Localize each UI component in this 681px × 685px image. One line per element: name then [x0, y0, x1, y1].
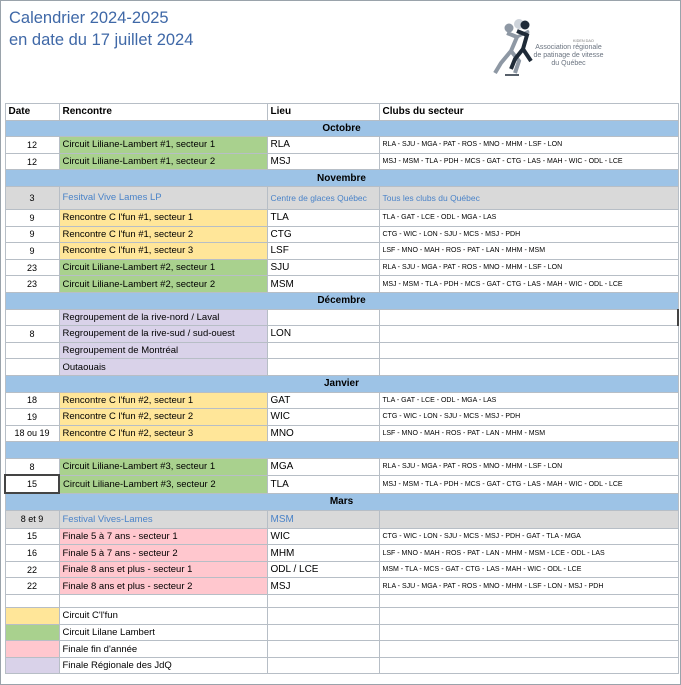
spacer-cell [59, 595, 267, 608]
month-label: Janvier [5, 375, 678, 392]
header-rencontre: Rencontre [59, 104, 267, 121]
row-event: Circuit Liliane-Lambert #3, secteur 1 [59, 458, 267, 475]
row-date: 12 [5, 153, 59, 170]
row-lieu [267, 359, 379, 376]
row-event: Circuit Liliane-Lambert #1, secteur 1 [59, 137, 267, 154]
spacer-row [5, 595, 678, 608]
row-date: 8 [5, 458, 59, 475]
row-clubs: CTG - WIC - LON - SJU - MCS - MSJ - PDH [379, 409, 678, 426]
table-row [5, 137, 678, 154]
row-lieu: MSM [267, 276, 379, 293]
row-lieu: MSJ [267, 578, 379, 595]
row-clubs: MSJ - MSM - TLA - PDH - MCS - GAT - CTG - LAS - MAH - WIC - ODL - LCE [379, 153, 678, 170]
month-row-janvier [5, 375, 678, 392]
row-date: 9 [5, 226, 59, 243]
row-clubs: MSJ - MSM - TLA - PDH - MCS - GAT - CTG - LAS - MAH - WIC - ODL - LCE [379, 475, 678, 493]
legend-row [5, 624, 678, 641]
legend-label-regionale: Finale Régionale des JdQ [59, 657, 267, 674]
row-event: Regroupement de Montréal [59, 342, 267, 359]
row-event: Outaouais [59, 359, 267, 376]
row-event: Fesitval Vive Lames LP [59, 186, 267, 209]
table-row [5, 392, 678, 409]
logo-line-3: du Québec [551, 60, 586, 67]
legend-swatch-finale [5, 641, 59, 658]
legend-empty [267, 657, 379, 674]
row-clubs: CTG - WIC - LON - SJU - MCS - MSJ - PDH - GAT - TLA - MGA [379, 528, 678, 545]
row-clubs [379, 510, 678, 528]
table-row [5, 578, 678, 595]
row-lieu: MSM [267, 510, 379, 528]
row-lieu: WIC [267, 409, 379, 426]
table-row [5, 276, 678, 293]
row-lieu: MSJ [267, 153, 379, 170]
month-label: Octobre [5, 120, 678, 137]
table-row [5, 243, 678, 260]
row-event: Circuit Liliane-Lambert #3, secteur 2 [59, 475, 267, 493]
month-row-decembre [5, 292, 678, 309]
row-date: 23 [5, 276, 59, 293]
header [1, 1, 680, 101]
legend-empty [379, 641, 678, 658]
row-clubs [379, 309, 678, 326]
header-lieu: Lieu [267, 104, 379, 121]
month-row-novembre [5, 170, 678, 187]
row-date: 8 [5, 326, 59, 343]
table-row [5, 528, 678, 545]
row-date: 23 [5, 259, 59, 276]
logo-association-name [531, 44, 606, 68]
row-event: Circuit Liliane-Lambert #1, secteur 2 [59, 153, 267, 170]
legend-row [5, 608, 678, 625]
row-event: Finale 8 ans et plus - secteur 2 [59, 578, 267, 595]
legend-swatch-lambert [5, 624, 59, 641]
row-event: Circuit Liliane-Lambert #2, secteur 1 [59, 259, 267, 276]
row-lieu: TLA [267, 475, 379, 493]
row-event: Regroupement de la rive-nord / Laval [59, 309, 267, 326]
legend-empty [267, 608, 379, 625]
row-date [5, 309, 59, 326]
legend-swatch-regionale [5, 657, 59, 674]
month-row-octobre [5, 120, 678, 137]
row-lieu: MGA [267, 458, 379, 475]
row-clubs: LSF - MNO - MAH - ROS - PAT - LAN - MHM - MSM [379, 425, 678, 442]
legend-label-finale: Finale fin d'année [59, 641, 267, 658]
row-clubs: RLA - SJU - MGA - PAT - ROS - MNO - MHM - LSF - LON - MSJ - PDH [379, 578, 678, 595]
month-row-blank [5, 442, 678, 459]
title-line-2: en date du 17 juillet 2024 [9, 31, 194, 49]
legend-label-lambert: Circuit Lilane Lambert [59, 624, 267, 641]
table-row [5, 475, 678, 493]
row-date: 18 [5, 392, 59, 409]
month-label: Novembre [5, 170, 678, 187]
table-row [5, 326, 678, 343]
table-row [5, 309, 678, 326]
row-date: 3 [5, 186, 59, 209]
legend-swatch-cfun [5, 608, 59, 625]
table-row [5, 545, 678, 562]
row-event: Rencontre C l'fun #2, secteur 1 [59, 392, 267, 409]
row-clubs: LSF - MNO - MAH - ROS - PAT - LAN - MHM - MSM [379, 243, 678, 260]
table-row [5, 209, 678, 226]
row-event: Finale 5 à 7 ans - secteur 1 [59, 528, 267, 545]
legend-empty [267, 641, 379, 658]
row-date [5, 359, 59, 376]
table-row [5, 458, 678, 475]
row-lieu: GAT [267, 392, 379, 409]
table-row [5, 153, 678, 170]
row-lieu: LSF [267, 243, 379, 260]
row-lieu [267, 309, 379, 326]
row-clubs: LSF - MNO - MAH - ROS - PAT - LAN - MHM - MSM - LCE - ODL - LAS [379, 545, 678, 562]
row-event: Finale 5 à 7 ans - secteur 2 [59, 545, 267, 562]
legend-empty [267, 624, 379, 641]
spacer-cell [5, 595, 59, 608]
table-header-row [5, 104, 678, 121]
legend-empty [379, 657, 678, 674]
row-date: 22 [5, 561, 59, 578]
row-date: 15 [5, 475, 59, 493]
row-clubs: RLA - SJU - MGA - PAT - ROS - MNO - MHM - LSF - LON [379, 259, 678, 276]
legend-empty [379, 624, 678, 641]
row-event: Rencontre C l'fun #2, secteur 3 [59, 425, 267, 442]
row-clubs [379, 342, 678, 359]
logo-line-2: de patinage de vitesse [533, 52, 604, 59]
calendar-table [4, 103, 679, 674]
row-lieu: ODL / LCE [267, 561, 379, 578]
row-date: 16 [5, 545, 59, 562]
row-event: Rencontre C l'fun #1, secteur 1 [59, 209, 267, 226]
row-lieu: CTG [267, 226, 379, 243]
month-row-mars [5, 493, 678, 510]
row-date: 19 [5, 409, 59, 426]
legend-empty [379, 608, 678, 625]
row-lieu: TLA [267, 209, 379, 226]
row-date: 18 ou 19 [5, 425, 59, 442]
legend-row [5, 657, 678, 674]
row-lieu: LON [267, 326, 379, 343]
row-clubs: CTG - WIC - LON - SJU - MCS - MSJ - PDH [379, 226, 678, 243]
table-row [5, 561, 678, 578]
row-clubs: TLA - GAT - LCE - ODL - MGA - LAS [379, 209, 678, 226]
row-event: Circuit Liliane-Lambert #2, secteur 2 [59, 276, 267, 293]
row-lieu [267, 342, 379, 359]
row-event: Regroupement de la rive-sud / sud-ouest [59, 326, 267, 343]
row-lieu: WIC [267, 528, 379, 545]
row-event: Rencontre C l'fun #1, secteur 3 [59, 243, 267, 260]
row-clubs: Tous les clubs du Québec [379, 186, 678, 209]
table-row [5, 359, 678, 376]
row-lieu: MNO [267, 425, 379, 442]
row-date: 12 [5, 137, 59, 154]
row-lieu: SJU [267, 259, 379, 276]
header-clubs: Clubs du secteur [379, 104, 678, 121]
row-clubs [379, 326, 678, 343]
row-date: 22 [5, 578, 59, 595]
table-row [5, 409, 678, 426]
month-label [5, 442, 678, 459]
row-date [5, 342, 59, 359]
table-row [5, 259, 678, 276]
row-lieu: MHM [267, 545, 379, 562]
logo-line-1: Association régionale [535, 44, 602, 51]
association-logo [489, 17, 609, 81]
row-event: Festival Vives-Lames [59, 510, 267, 528]
legend-row [5, 641, 678, 658]
row-clubs [379, 359, 678, 376]
header-date: Date [5, 104, 59, 121]
row-clubs: MSJ - MSM - TLA - PDH - MCS - GAT - CTG - LAS - MAH - WIC - ODL - LCE [379, 276, 678, 293]
row-clubs: MSM - TLA - MCS - GAT - CTG - LAS - MAH - WIC - ODL - LCE [379, 561, 678, 578]
table-row [5, 510, 678, 528]
title-line-1: Calendrier 2024-2025 [9, 9, 169, 27]
row-lieu: Centre de glaces Québec [267, 186, 379, 209]
row-lieu: RLA [267, 137, 379, 154]
table-row [5, 342, 678, 359]
row-clubs: RLA - SJU - MGA - PAT - ROS - MNO - MHM - LSF - LON [379, 137, 678, 154]
row-event: Finale 8 ans et plus - secteur 1 [59, 561, 267, 578]
legend-label-cfun: Circuit C'l'fun [59, 608, 267, 625]
logo-small-text: KIDEN DAO [573, 39, 594, 43]
page-title [9, 7, 193, 51]
row-clubs: RLA - SJU - MGA - PAT - ROS - MNO - MHM - LSF - LON [379, 458, 678, 475]
row-date: 15 [5, 528, 59, 545]
table-row [5, 226, 678, 243]
month-label: Décembre [5, 292, 678, 309]
row-clubs: TLA - GAT - LCE - ODL - MGA - LAS [379, 392, 678, 409]
spacer-cell [379, 595, 678, 608]
spacer-cell [267, 595, 379, 608]
month-label: Mars [5, 493, 678, 510]
row-date: 9 [5, 209, 59, 226]
row-date: 9 [5, 243, 59, 260]
row-date: 8 et 9 [5, 510, 59, 528]
table-row [5, 425, 678, 442]
table-row [5, 186, 678, 209]
row-event: Rencontre C l'fun #2, secteur 2 [59, 409, 267, 426]
row-event: Rencontre C l'fun #1, secteur 2 [59, 226, 267, 243]
